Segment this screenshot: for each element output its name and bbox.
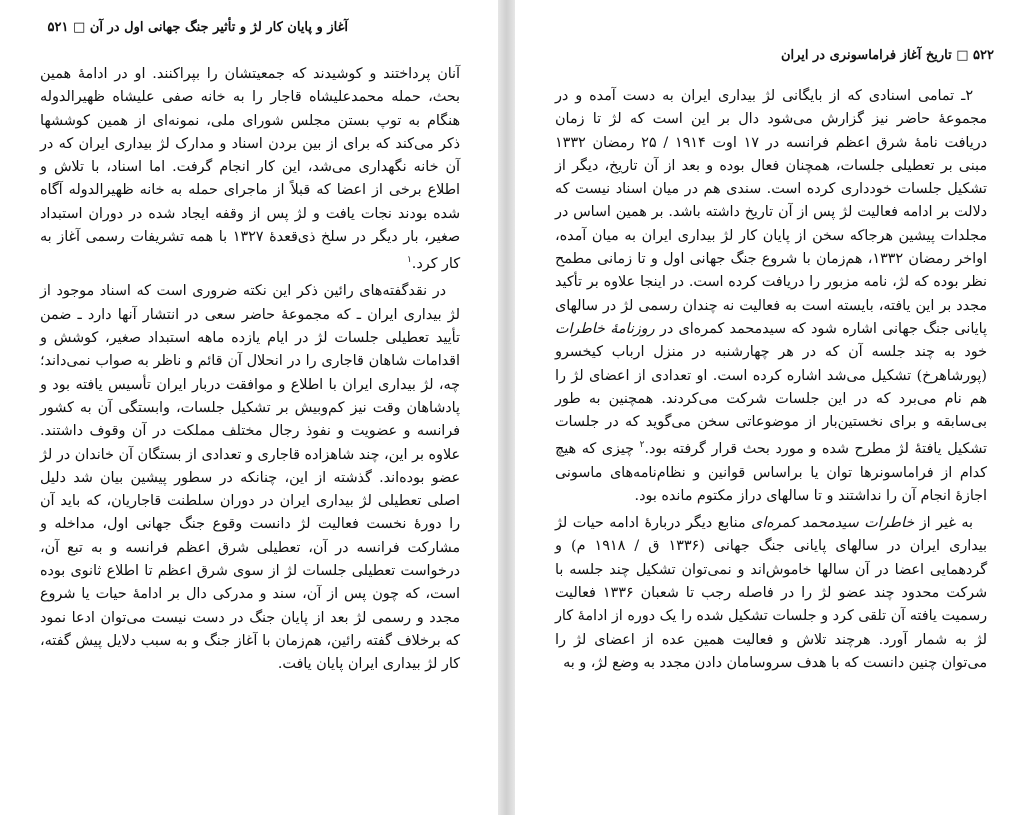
right-page-number: ۵۲۲ xyxy=(973,48,994,63)
paragraph xyxy=(555,85,987,508)
paragraph xyxy=(40,63,460,276)
paragraph xyxy=(40,280,460,676)
paragraph-text: خود به چند جلسه آن که در هر چهارشنبه در منزل ارباب کیخسرو (پورشاهرخ) تشکیل می‌شد اشاره کرده است. او تعدادی از اعضای لژ را هم نام می‌برد که در این جلسات شرکت می‌کردند. همچنین به طور بی‌سابقه و برای نخستین‌بار از موضوعاتی سخن می‌گوید که در جلسات تشکیل یافتهٔ لژ مطرح شده و مورد بحث قرار گرفته بود. xyxy=(555,344,988,458)
left-page-number: ۵۲۱ xyxy=(47,20,69,35)
right-running-head xyxy=(781,48,994,63)
paragraph-text: ۲ـ تمامی اسنادی که از بایگانی لژ بیداری ایران به دست آمده و در مجموعهٔ حاضر نیز گزارش می‌شود دال بر این است که لژ تا زمان دریافت نامهٔ شرق اعظم فرانسه در ۱۷ اوت ۱۹۱۴ / ۲۵ رمضان ۱۳۳۲ مبنی بر تعطیلی جلسات، همچنان فعال بوده و بعد از آن تاریخ، دیگر از تشکیل جلسات خودداری کرده است. سندی هم در میان اسناد نیست که دلالت بر ادامه فعالیت لژ پس از آن تاریخ داشته باشد. بر همین اساس در مجلدات پیشین هرجاکه سخن از پایان کار لژ بیداری ایران به میان آمده، اواخر رمضان ۱۳۳۲، هم‌زمان با شروع جنگ جهانی اول و تا زمانی مطمح نظر بوده که لژ، نامه مزبور را دریافت کرده است. در اینجا علاوه بر تأکید مجدد بر این یافته، بایسته است به فعالیت نه چندان رسمی لژ در سالهای پایانی جنگ جهانی اشاره شود که سیدمحمد کمره‌ای در xyxy=(555,88,988,337)
header-square-icon: □ xyxy=(73,20,86,35)
right-running-head-title: تاریخ آغاز فراماسونری در ایران xyxy=(780,48,952,63)
paragraph-text: چیزی که هیچ کدام از فراماسونرها توان یا براساس قوانین و نظام‌نامه‌های ماسونی اجازهٔ انجام آن را نداشتند و تا سالهای دراز مکتوم مانده بود. xyxy=(555,441,987,504)
italic-title: خاطرات سیدمحمد کمره‌ای xyxy=(751,515,915,532)
paragraph-text: به غیر از xyxy=(914,515,973,532)
italic-title: روزنامهٔ خاطرات xyxy=(555,320,655,337)
right-page xyxy=(515,0,1024,815)
left-running-head-title: آغاز و پایان کار لژ و تأثیر جنگ جهانی اول در آن xyxy=(89,20,348,35)
header-square-icon: □ xyxy=(956,48,969,63)
left-body-text xyxy=(40,63,460,676)
right-body-text xyxy=(555,85,987,675)
paragraph-text: منابع دیگر دربارهٔ ادامه حیات لژ بیداری ایران در سالهای پایانی جنگ جهانی (۱۳۳۶ ق / ۱۹۱۸ م) و گردهمایی اعضا در آن سالها خاموش‌اند و نمی‌توان تشکیل چند جلسه با شرکت محدود چند عضو لژ را در فاصله رجب تا شعبان ۱۳۳۶ فعالیت رسمیت یافته آن تلقی کرد و جلسات تشکیل شده را یک دوره از ادامهٔ کار لژ به شمار آورد. هرچند تلاش و فعالیت همین عده از اعضای لژ را می‌توان چنین دانست که با هدف سروسامان دادن مجدد به وضع لژ، و به xyxy=(555,515,987,671)
paragraph-text: آنان پرداختند و کوشیدند که جمعیتشان را بپراکنند. او در ادامهٔ همین بحث، حمله محمدعلیشاه قاجار را به خانه صفی علیشاه ظهیرالدوله هنگام به توپ بستن مجلس شورای ملی، نمونه‌ای از همین کوششها ذکر می‌کند که برای از بین بردن اسناد و مدارک لژ بیداری ایران که در آن خانه نگهداری می‌شد، این کار انجام گرفت. اما اسناد، با تلاش و اطلاع برخی از اعضا که قبلاً از ماجرای حمله به خانه ظهیرالدوله آگاه شده بودند نجات یافت و لژ پس از وقفه ایجاد شده در دوران استبداد صغیر، بار دیگر در سلخ ذی‌قعدهٔ ۱۳۲۷ با همه تشریفات رسمی آغاز به کار کرد. xyxy=(40,66,460,273)
left-running-head xyxy=(48,20,348,35)
book-gutter xyxy=(498,0,515,815)
footnote-marker: ۱ xyxy=(406,255,412,266)
paragraph-text: در نقدگفته‌های رائین ذکر این نکته ضروری است که اسناد موجود از لژ بیداری ایران ـ که مجموعهٔ حاضر سعی در انتشار آنها دارد ـ ضمن تأیید تعطیلی جلسات لژ در ایام یازده ماهه استبداد صغیر، کوشش و اقدامات شاهان قاجاری را در انحلال آن قائم و ناظر به صواب نمی‌داند؛ چه، لژ بیداری ایران با اطلاع و موافقت دربار ایران تأسیس یافته بود و پادشاهان وقت نیز کم‌وبیش بر تشکیل جلسات، وابستگی آن به کشور فرانسه و عضویت و نفوذ رجال مختلف مملکت در آن وقوف داشتند. علاوه بر این، چند شاهزاده قاجاری و تعدادی از بستگان آن خاندان در لژ عضو بوده‌اند. گذشته از این، چنانکه در سطور پیشین بیان شد دلیل اصلی تعطیلی لژ بیداری ایران در دوران سلطنت قاجاریان، که باید آن را دورهٔ نخست فعالیت لژ دانست وقوع جنگ جهانی اول، مداخله و مشارکت فرانسه در آن، تعطیلی شرق اعظم فرانسه و به تبع آن، درخواست تعطیلی جلسات لژ از سوی شرق اعظم تا اطلاع ثانوی بوده است، که چون پس از آن، سند و مدرکی دال بر ادامهٔ حیات یا شروع مجدد و رسمی لژ بعد از پایان جنگ در دست نیست می‌توان ادعا نمود که برخلاف گفته رائین، هم‌زمان با آغاز جنگ و به سبب دلایل پیش گفته، کار لژ بیداری ایران پایان یافت. xyxy=(40,283,460,673)
paragraph xyxy=(555,512,987,675)
footnote-marker: ۲ xyxy=(639,440,645,451)
left-page xyxy=(0,0,498,815)
